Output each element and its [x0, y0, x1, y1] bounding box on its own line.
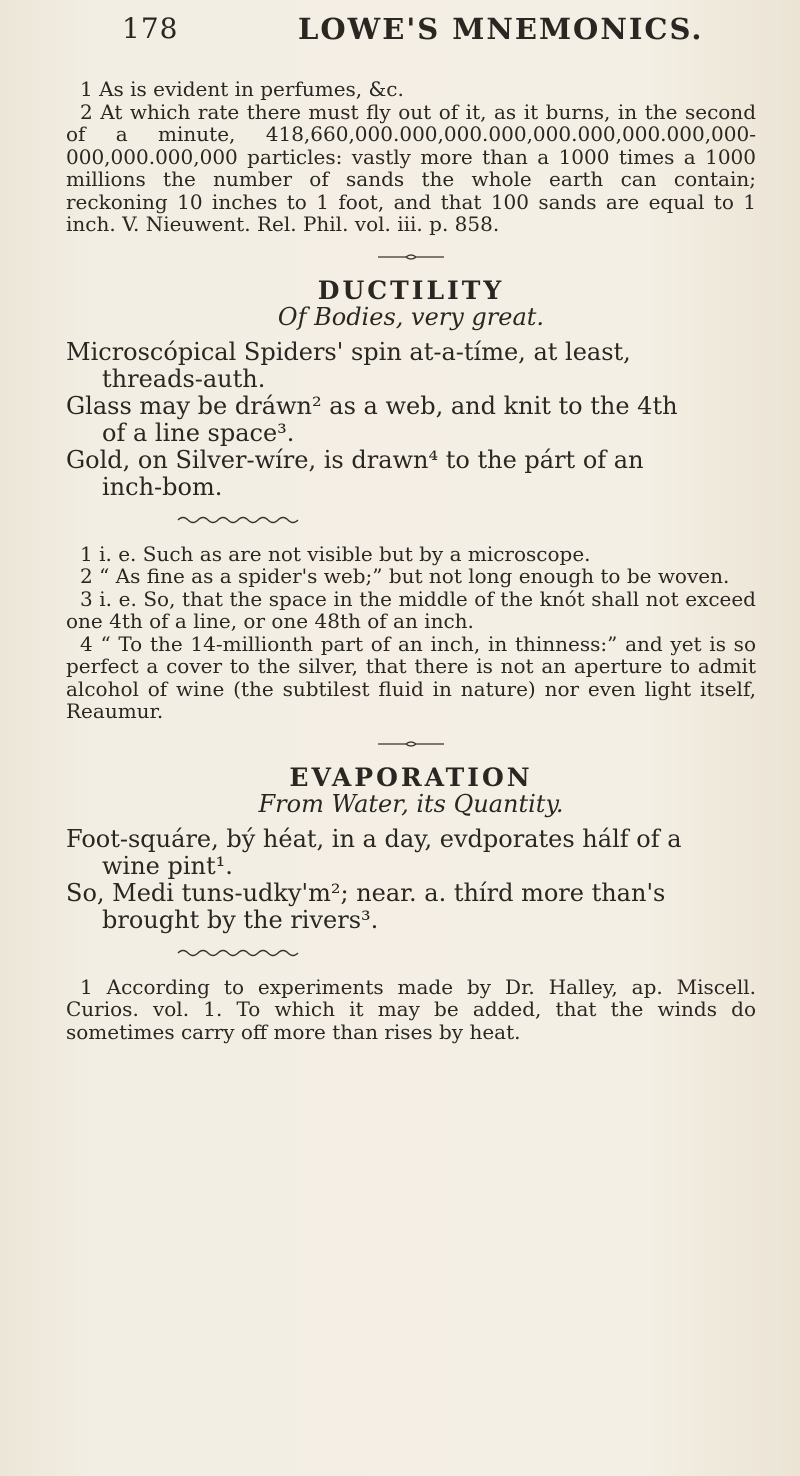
evaporation-section [66, 762, 756, 1044]
running-head: LOWE'S MNEMONICS. [298, 12, 704, 46]
footnote: 3 i. e. So, that the space in the middle of the knót shall not exceed one 4th of a line, or one 48th of an inch. [66, 586, 756, 633]
verse-line: Foot-squáre, bý héat, in a day, evdporates hálf of a [66, 824, 682, 853]
section-title: EVAPORATION [289, 762, 533, 792]
verse-line: Glass may be dráwn² as a web, and knit to the 4th [66, 391, 678, 420]
verse-line: Microscópical Spiders' spin at-a-tíme, at least, [66, 337, 631, 366]
section-footnotes [66, 543, 756, 723]
verse-line: Gold, on Silver-wíre, is drawn⁴ to the párt of an [66, 445, 644, 474]
footnote: 1 According to experiments made by Dr. Halley, ap. Miscell. Curios. vol. 1. To which it may be added, that the winds do sometimes carry off more than rises by heat. [66, 974, 756, 1044]
verse-line: threads-auth. [102, 364, 266, 393]
footnote: 2 At which rate there must fly out of it, as it burns, in the second of a minute, 418,660,000.000,000.000,000.000,000.000,000-000,000.000,000 particles: vastly more than a 1000 times a 1000 millions the number of sands the whole earth can contain; reckoning 10 inches to 1 foot, and that 100 sands are equal to 1 inch. V. Nieuwent. Rel. Phil. vol. iii. p. 858. [66, 99, 756, 236]
mnemonic-verse [66, 826, 756, 934]
footnote: 1 As is evident in perfumes, &c. [80, 77, 404, 101]
top-footnotes [66, 78, 756, 236]
verse-line: wine pint¹. [102, 851, 233, 880]
verse-line: inch-bom. [102, 472, 223, 501]
footnote: 4 “ To the 14-millionth part of an inch, in thinness:” and yet is so perfect a cover to the silver, that there is not an aperture to admit alcohol of wine (the subtilest fluid in nature) nor even light itself, Reaumur. [66, 631, 756, 723]
ornamental-rule [376, 252, 446, 262]
verse-line: of a line space³. [102, 418, 295, 447]
section-title: DUCTILITY [317, 275, 505, 305]
mnemonic-verse [66, 339, 756, 501]
page-number: 178 [122, 12, 179, 45]
section-subtitle: Of Bodies, very great. [277, 303, 545, 331]
wave-divider [176, 515, 306, 525]
ductility-section [66, 275, 756, 723]
page-header [40, 6, 760, 66]
section-footnotes [66, 976, 756, 1044]
ornamental-rule [376, 739, 446, 749]
page-content [66, 78, 756, 1043]
section-subtitle: From Water, its Quantity. [258, 790, 564, 818]
verse-line: So, Medi tuns-udky'm²; near. a. thírd more than's [66, 878, 666, 907]
footnote: 1 i. e. Such as are not visible but by a microscope. [80, 541, 591, 566]
footnote: 2 “ As fine as a spider's web;” but not long enough to be woven. [80, 564, 730, 588]
verse-line: brought by the rivers³. [102, 905, 379, 934]
wave-divider [176, 948, 306, 958]
